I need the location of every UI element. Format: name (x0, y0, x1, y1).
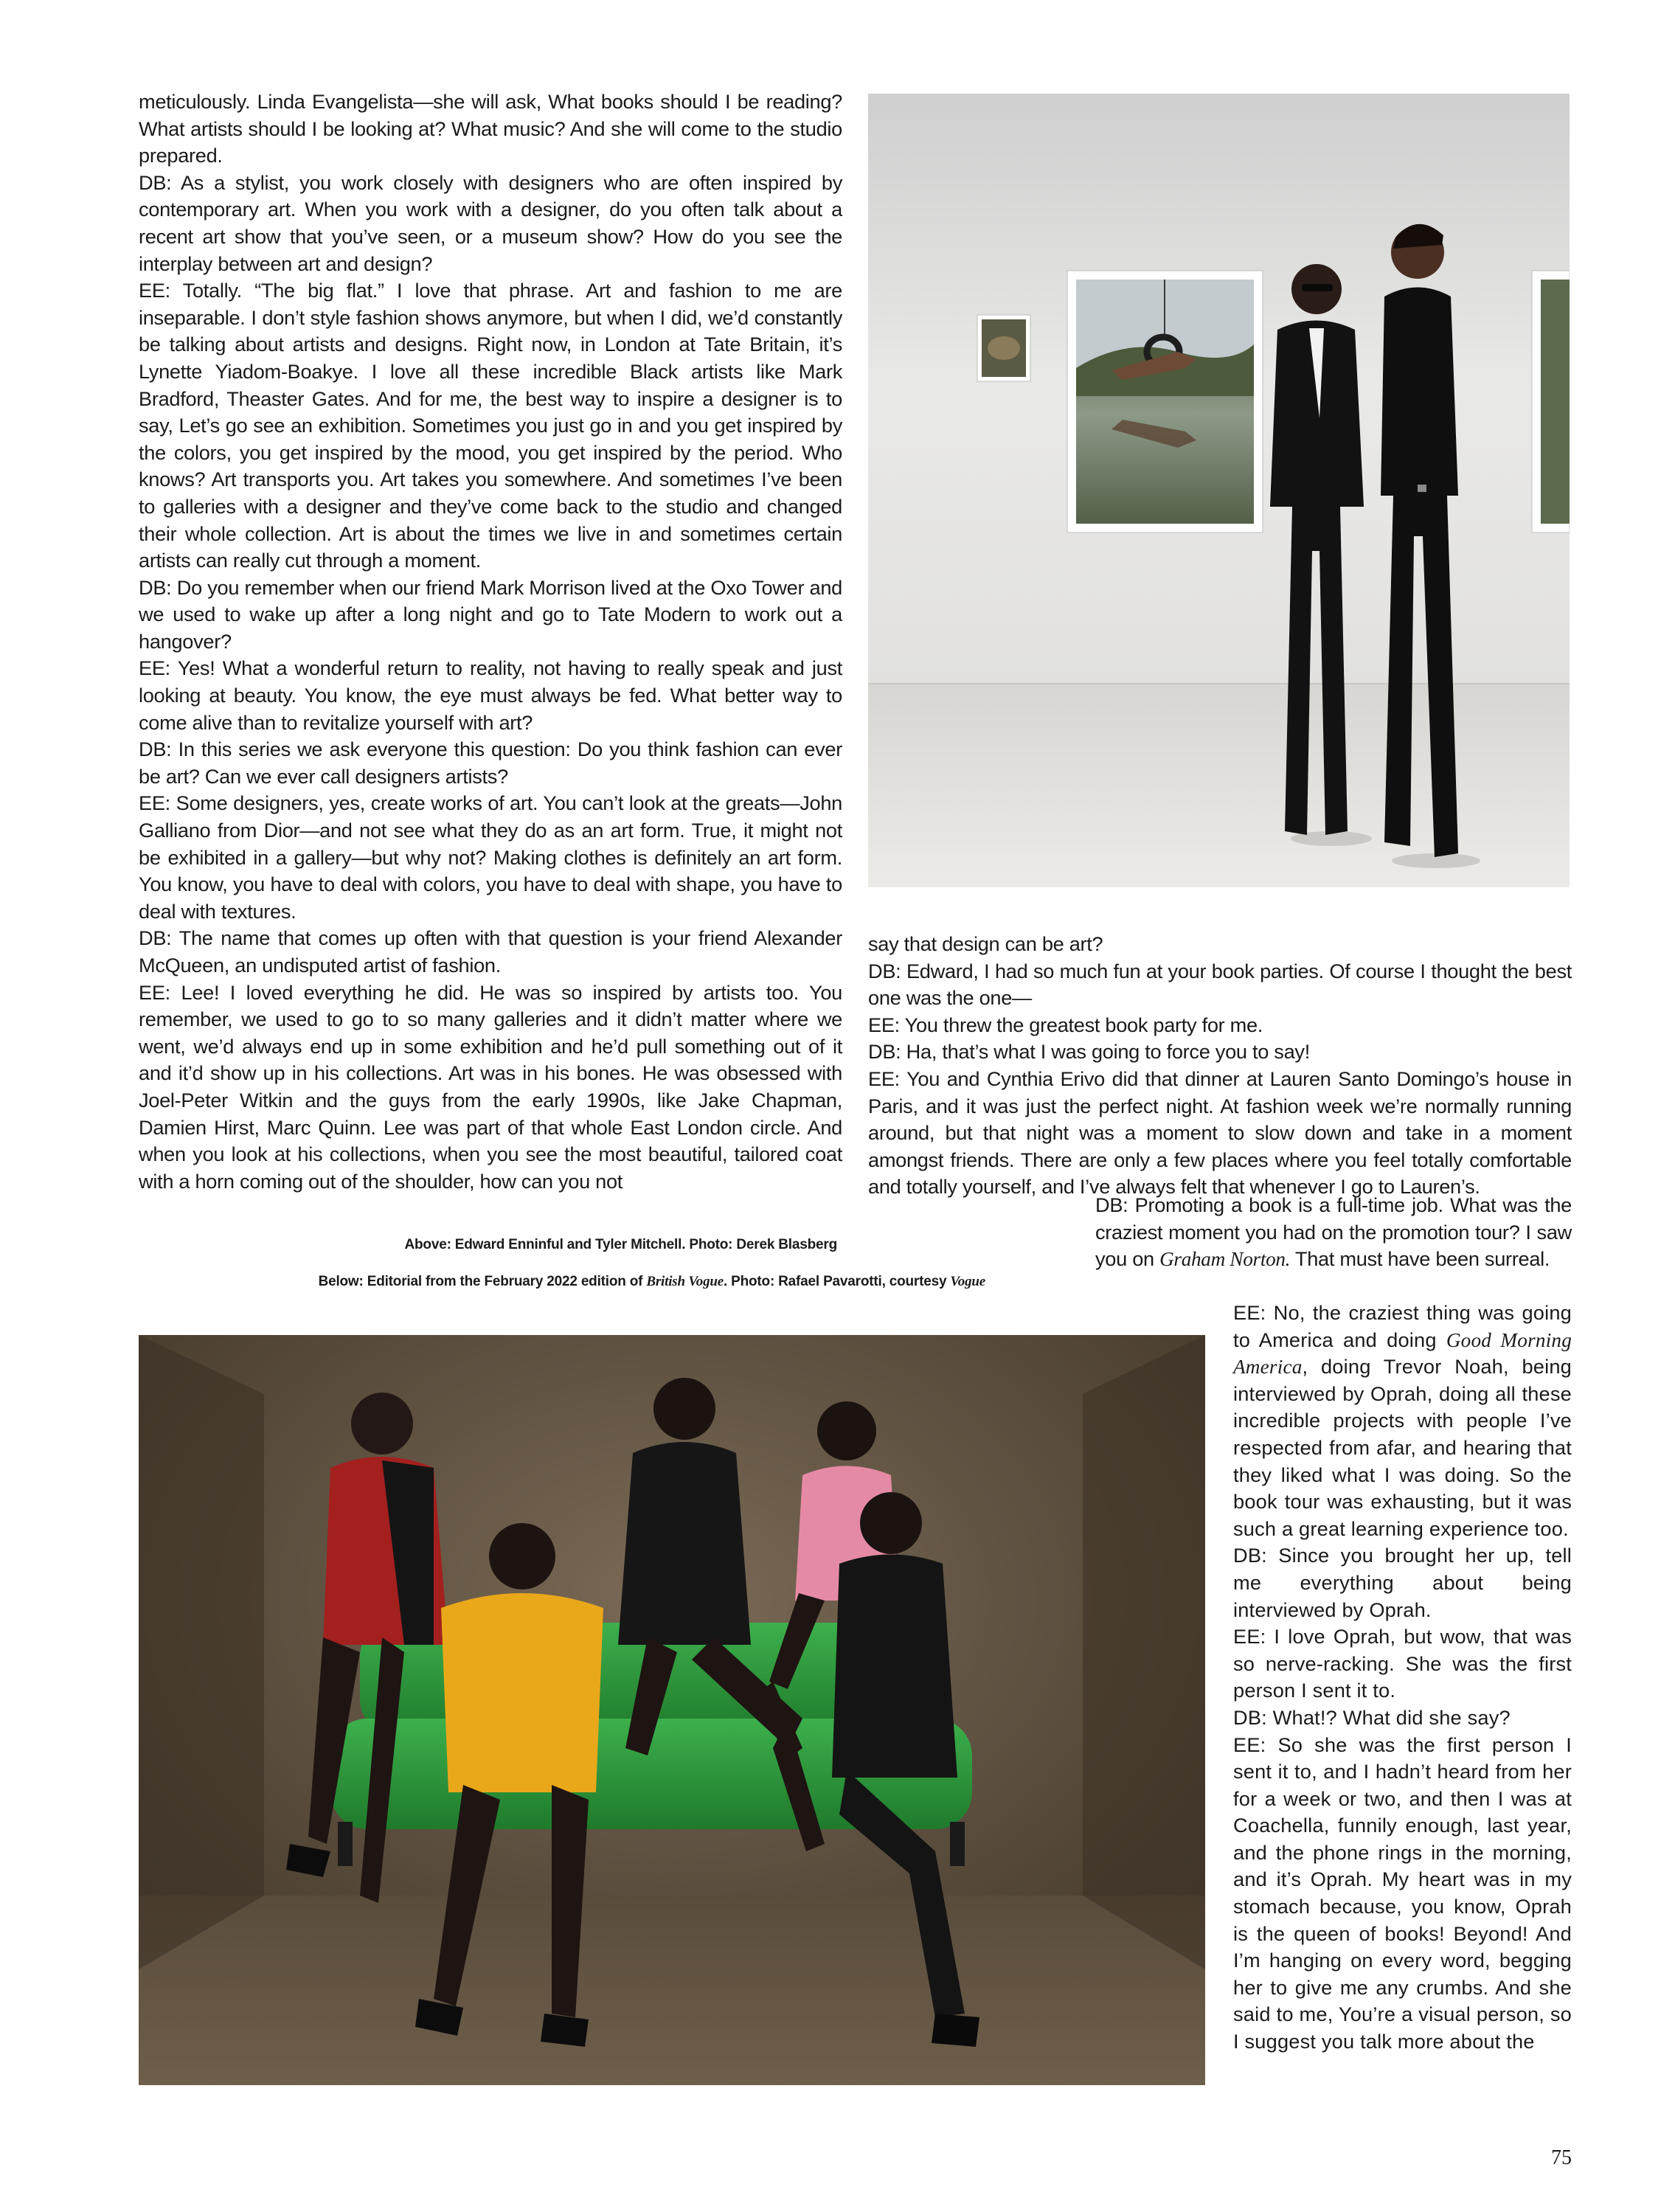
paragraph: DB: The name that comes up often with that question is your friend Alexander McQueen, an undisputed artist of fashion. (139, 926, 842, 977)
right-text-column-narrow (1233, 1300, 1572, 2056)
paragraph: EE: I love Oprah, but wow, that was so nerve-racking. She was the first person I sent it to. (1233, 1625, 1572, 1702)
text-run: That must have been surreal. (1290, 1247, 1550, 1271)
paragraph (1095, 1192, 1572, 1273)
text-run: , doing Trevor Noah, being interviewed by Oprah, doing all these incredible projects with people I’ve respected from afar, and hearing that they liked what I was doing. So the book tour was exhausting, but it was such a great learning experience too. (1233, 1355, 1572, 1540)
floor (139, 1896, 1205, 2085)
text-run: EE: No, the craziest thing was going to America and doing (1233, 1301, 1572, 1351)
text-run: . Photo: Rafael Pavarotti, courtesy (723, 1274, 951, 1289)
paragraph: DB: As a stylist, you work closely with designers who are often inspired by contemporary art. When you work with a designer, do you often talk about a recent art show that you’ve seen, or a museum show? How do you see the interplay between art and design? (139, 170, 842, 275)
paragraph: EE: Totally. “The big flat.” I love that phrase. Art and fashion to me are inseparable. I don’t style fashion shows anymore, but when I did, we’d constantly be talking about artists and designs. Right now, in London at Tate Britain, it’s Lynette Yiadom-Boakye. I love all these incredible Black artists like Mark Bradford, Theaster Gates. And for me, the best way to inspire a designer is to say, Let’s go see an exhibition. Sometimes you just go in and you get inspired by the colors, you get inspired by the mood, you get inspired by the period. Who knows? Art transports you. Art takes you somewhere. And sometimes I’ve been to galleries with a designer and they’ve come back to the studio and changed their whole collection. Art is about the times we live in and sometimes certain artists can really cut through a moment. (139, 279, 842, 572)
gallery-photo-illustration (868, 94, 1570, 887)
paragraph: DB: In this series we ask everyone this question: Do you think fashion can ever be art? Can we ever call designers artists? (139, 738, 842, 788)
left-text-column (139, 89, 842, 1195)
editorial-photo-illustration (139, 1335, 1205, 2085)
paragraph: EE: Lee! I loved everything he did. He was so inspired by artists too. You remember, we used to go to so many galleries and it didn’t matter where we went, we’d always end up in some exhibition and he’d pull something out of it and it’d show up in his collections. Art was in his bones. He was obsessed with Joel-Peter Witkin and the guys from the early 1990s, like Jake Chapman, Damien Hirst, Marc Quinn. Lee was part of that whole East London circle. And when you look at his collections, when you see the most beautiful, tailored coat with a horn coming out of the shoulder, how can you not (139, 980, 842, 1193)
page-number: 75 (1551, 2146, 1572, 2169)
right-text-column-mid (1095, 1192, 1572, 1273)
paragraph: EE: Yes! What a wonderful return to reality, not having to really speak and just looking at beauty. You know, the eye must always be fed. What better way to come alive than to revitalize yourself with art? (139, 656, 842, 734)
caption-below (139, 1273, 985, 1291)
paragraph: meticulously. Linda Evangelista—she will ask, What books should I be reading? What artists should I be looking at? What music? And she will come to the studio prepared. (139, 90, 842, 167)
paragraph: EE: Some designers, yes, create works of art. You can’t look at the greats—John Galliano from Dior—and not see what they do as an art form. True, it might not be exhibited in a gallery—but why not? Making clothes is definitely an art form. You know, you have to deal with colors, you have to deal with shape, you have to deal with textures. (139, 791, 842, 923)
paragraph: DB: Ha, that’s what I was going to force you to say! (868, 1040, 1310, 1064)
paragraph: say that design can be art? (868, 932, 1103, 955)
paragraph: DB: What!? What did she say? (1233, 1705, 1511, 1729)
paragraph: DB: Since you brought her up, tell me everything about being interviewed by Oprah. (1233, 1544, 1572, 1621)
paragraph (1233, 1300, 1572, 1542)
editorial-photo (139, 1335, 1205, 2085)
italic-title: Graham Norton. (1159, 1248, 1291, 1271)
italic-title: Good Morning America (1233, 1328, 1572, 1379)
right-text-column (868, 931, 1572, 1201)
italic-title: British Vogue (646, 1274, 724, 1289)
paragraph: DB: Edward, I had so much fun at your book parties. Of course I thought the best one was the one— (868, 959, 1572, 1010)
caption-above: Above: Edward Enninful and Tyler Mitchell. Photo: Derek Blasberg (404, 1237, 837, 1252)
paragraph: EE: You and Cynthia Erivo did that dinner at Lauren Santo Domingo’s house in Paris, and it was just the perfect night. At fashion week we’re normally running around, but that night was a moment to slow down and take in a moment amongst friends. There are only a few places where you feel totally comfortable and totally yourself, and I’ve always felt that whenever I go to Lauren’s. (868, 1067, 1572, 1199)
italic-title: Vogue (950, 1274, 985, 1289)
text-run: Below: Editorial from the February 2022 edition of (318, 1274, 647, 1289)
paragraph: DB: Do you remember when our friend Mark Morrison lived at the Oxo Tower and we used to wake up after a long night and go to Tate Modern to work out a hangover? (139, 575, 842, 653)
paragraph: EE: You threw the greatest book party for me. (868, 1013, 1263, 1036)
gallery-photo (868, 94, 1570, 887)
text-run: DB: Promoting a book is a full-time job. What was the craziest moment you had on the promotion tour? I saw you on (1095, 1193, 1572, 1271)
paragraph: EE: So she was the first person I sent it to, and I hadn’t heard from her for a week or two, and then I was at Coachella, funnily enough, last year, and the phone rings in the morning, and it’s Oprah. My heart was in my stomach because, you know, Oprah is the queen of books! Beyond! And I’m hanging on every word, begging her to give me any crumbs. And she said to me, You’re a visual person, so I suggest you talk more about the (1233, 1733, 1572, 2053)
